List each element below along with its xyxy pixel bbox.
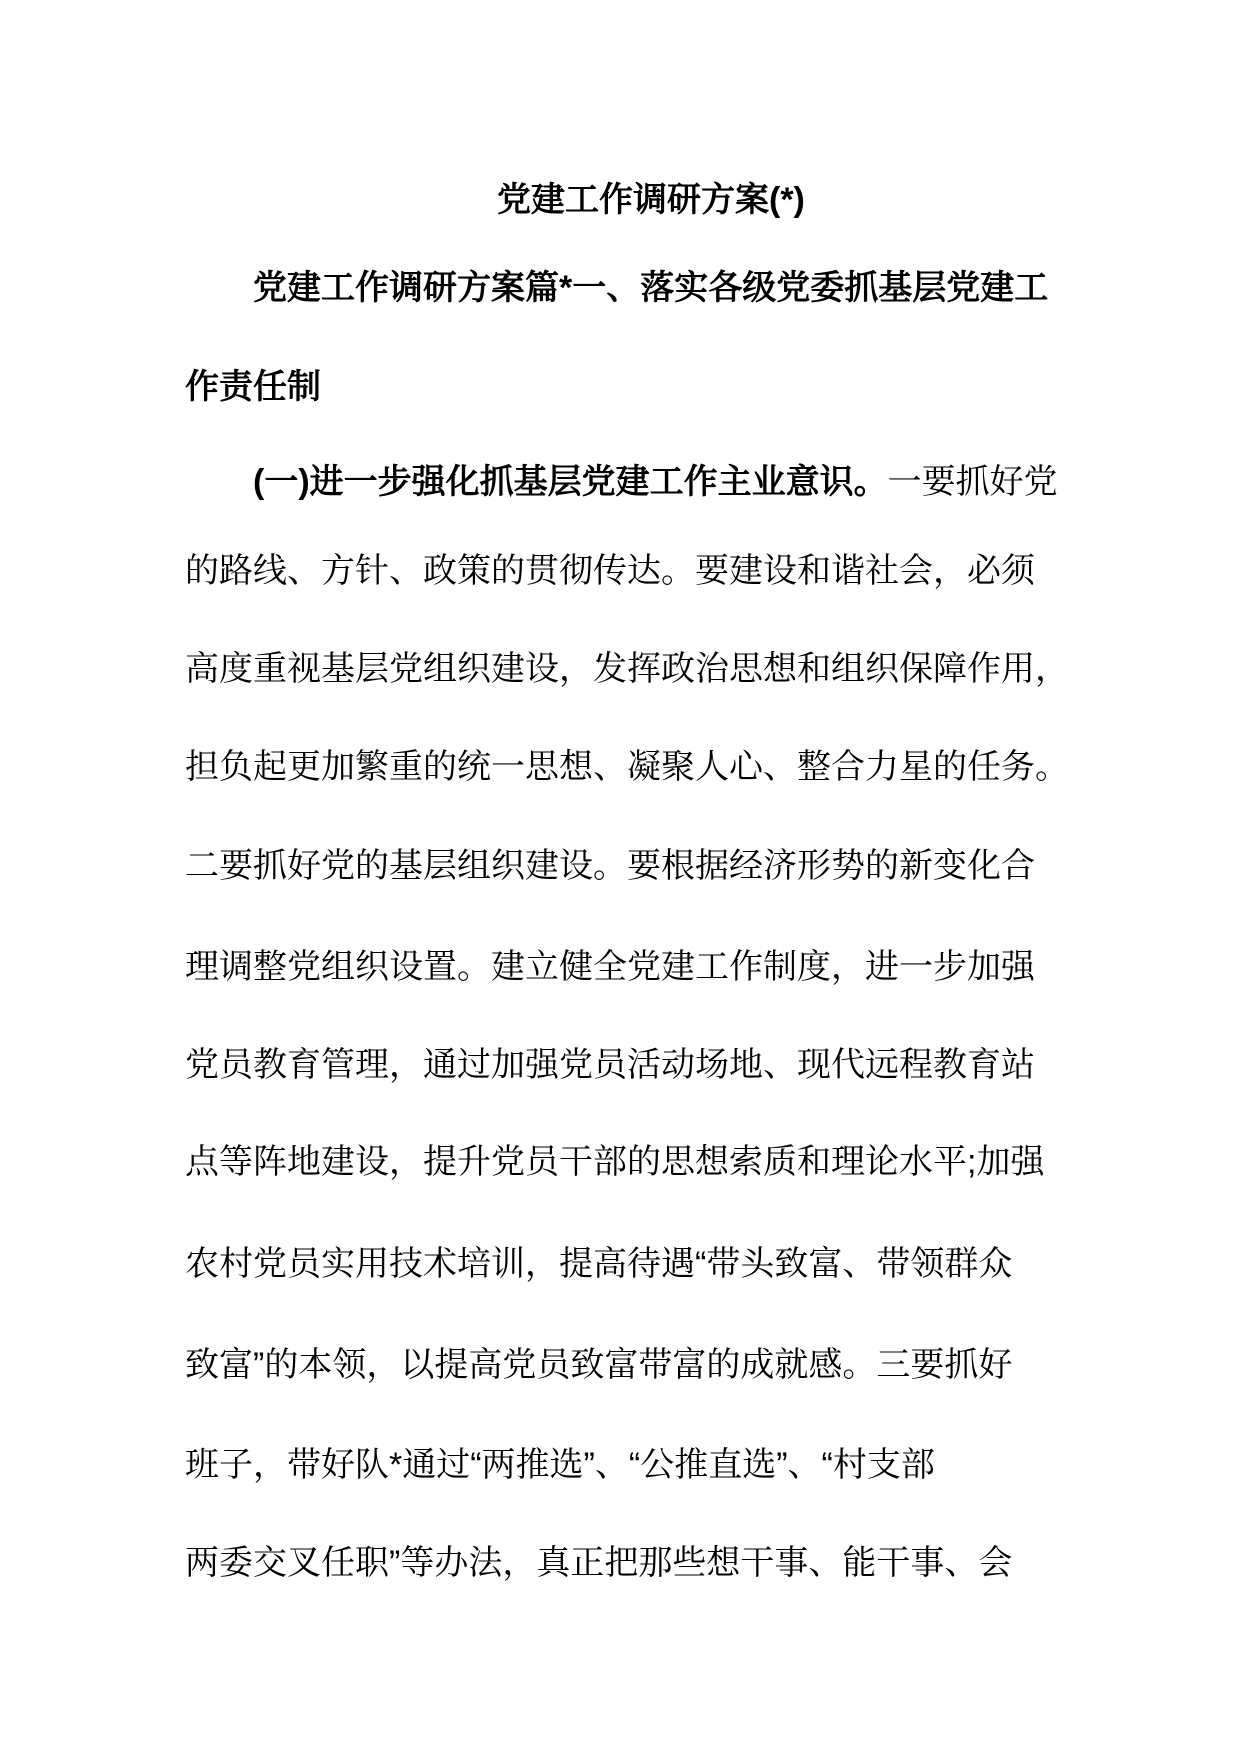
subtitle-line-2: 作责任制	[185, 368, 321, 406]
body-line: 理调整党组织设置。建立健全党建工作制度，进一步加强	[185, 948, 1035, 986]
body-line: 两委交叉任职”等办法，真正把那些想干事、能干事、会	[185, 1544, 1013, 1582]
body-line: 点等阵地建设，提升党员干部的思想索质和理论水平;加强	[185, 1143, 1045, 1181]
section-lead-rest: 一要抓好党	[887, 463, 1058, 501]
body-line: 二要抓好党的基层组织建设。要根据经济形势的新变化合	[185, 847, 1035, 885]
body-line: 农村党员实用技术培训，提高待遇“带头致富、带领群众	[185, 1245, 1013, 1283]
body-line: 担负起更加繁重的统一思想、凝聚人心、整合力星的任务。	[185, 748, 1069, 786]
body-line: 班子，带好队*通过“两推选”、“公推直选”、“村支部	[185, 1446, 935, 1484]
body-line: 的路线、方针、政策的贯彻传达。要建设和谐社会，必须	[185, 552, 1035, 590]
document-title: 党建工作调研方案(*)	[497, 181, 805, 219]
body-line: 党员教育管理，通过加强党员活动场地、现代远程教育站	[185, 1046, 1035, 1084]
subtitle-line-1: 党建工作调研方案篇*一、落实各级党委抓基层党建工	[253, 269, 1049, 307]
body-line: 高度重视基层党组织建设，发挥政治思想和组织保障作用，	[185, 650, 1069, 688]
section-lead-bold: (一)进一步强化抓基层党建工作主业意识。	[253, 463, 888, 501]
section-heading-line	[253, 462, 1058, 502]
body-line: 致富”的本领，以提高党员致富带富的成就感。三要抓好	[185, 1346, 1013, 1384]
